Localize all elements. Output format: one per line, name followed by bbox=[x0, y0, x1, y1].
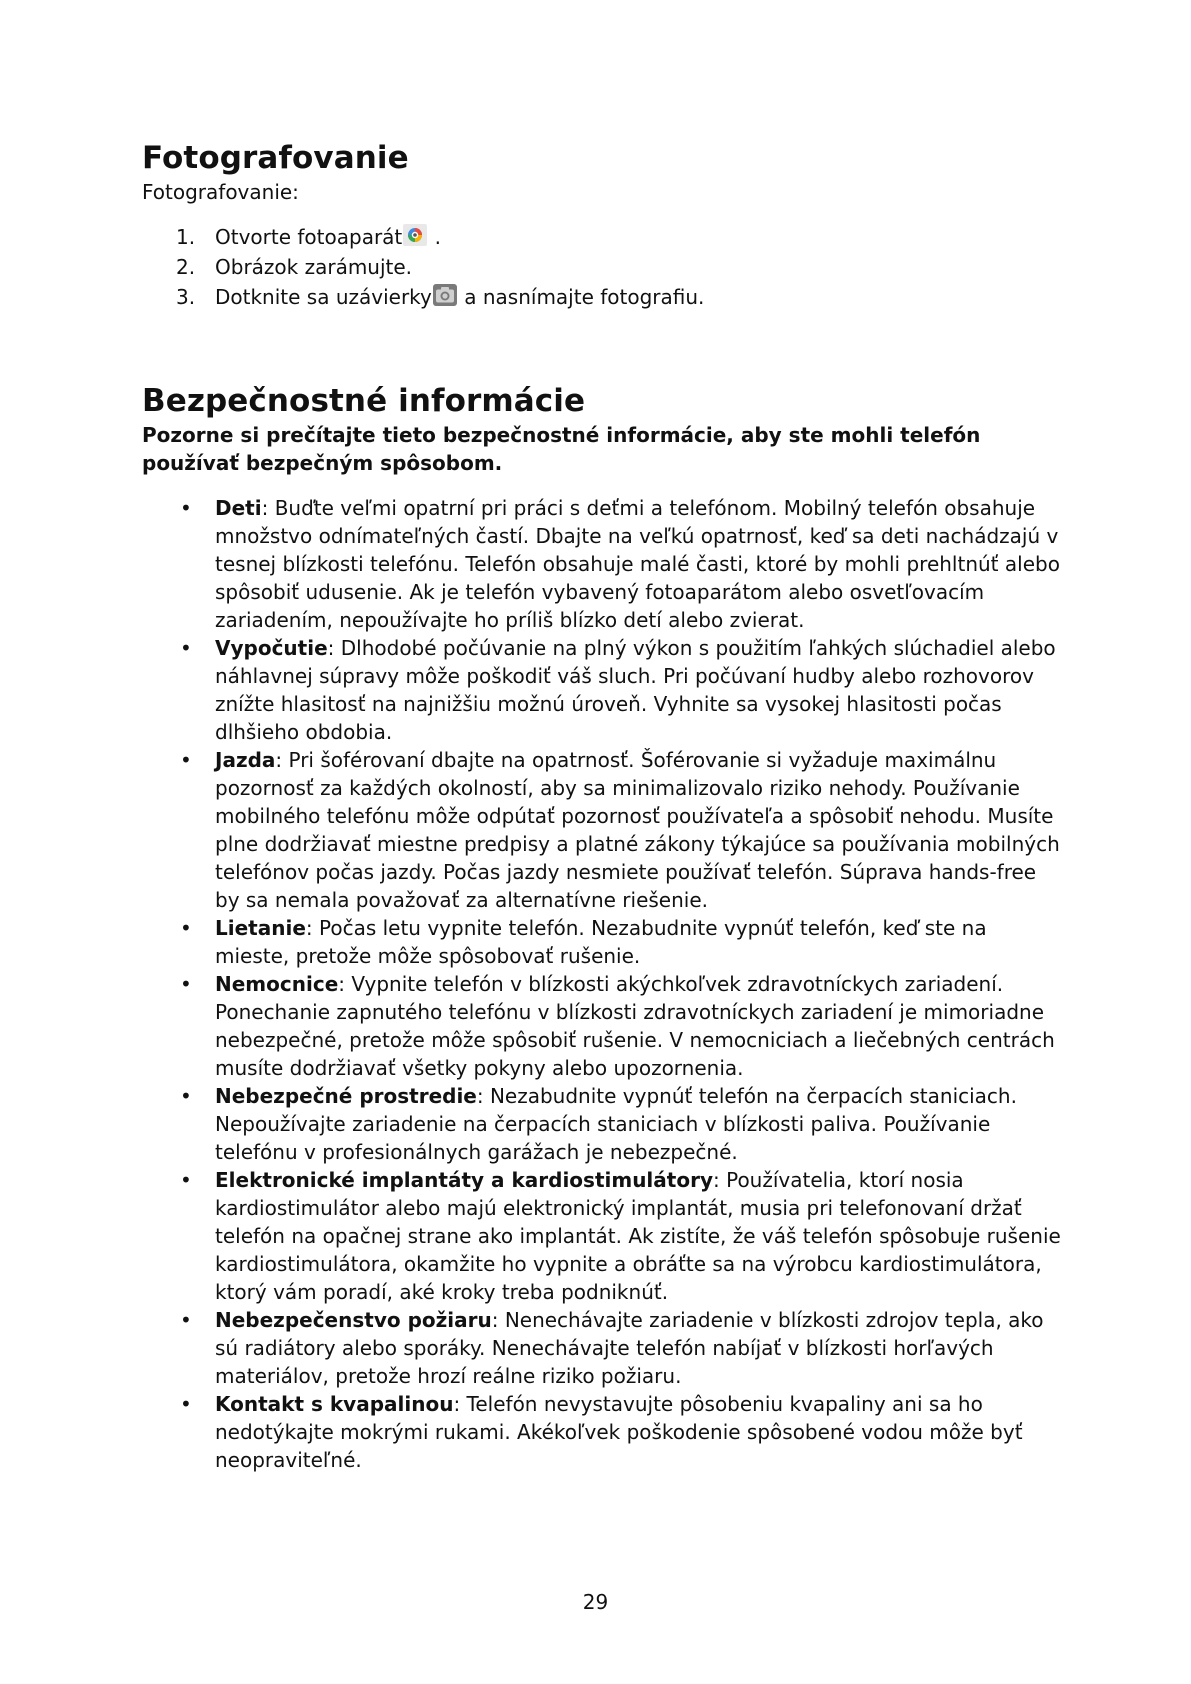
step-number: 3. bbox=[176, 285, 196, 309]
list-item bbox=[142, 1082, 1062, 1166]
bullet: • bbox=[180, 1392, 192, 1416]
list-item bbox=[142, 634, 1062, 746]
page-number: 29 bbox=[582, 1590, 609, 1614]
section-bezpecnostne-informacie bbox=[142, 383, 1062, 1474]
bullet: • bbox=[180, 972, 192, 996]
camera-app-icon bbox=[402, 223, 428, 247]
list-item bbox=[142, 282, 1062, 312]
item-text: : Vypnite telefón v blízkosti akýchkoľvek zdravotníckych zariadení. Ponechanie zapnutého telefónu v blízkosti zdravotníckych zariadení je mimoriadne nebezpečné, pretože môže spôsobiť rušenie. V nemocniciach a liečebných centrách musíte dodržiavať všetky pokyny alebo upozornenia. bbox=[215, 972, 1055, 1080]
item-text: : Telefón nevystavujte pôsobeniu kvapaliny ani sa ho nedotýkajte mokrými rukami. Akékoľvek poškodenie spôsobené vodou môže byť neopraviteľné. bbox=[215, 1392, 1023, 1472]
list-item bbox=[142, 1306, 1062, 1390]
bullet: • bbox=[180, 496, 192, 520]
list-item bbox=[142, 222, 1062, 252]
list-item bbox=[142, 746, 1062, 914]
bullet: • bbox=[180, 916, 192, 940]
item-term: Vypočutie bbox=[215, 636, 328, 660]
bullet: • bbox=[180, 1084, 192, 1108]
item-term: Elektronické implantáty a kardiostimulátory bbox=[215, 1168, 713, 1192]
step-text-tail: . bbox=[428, 225, 441, 249]
item-term: Lietanie bbox=[215, 916, 306, 940]
list-item bbox=[142, 970, 1062, 1082]
item-term: Jazda bbox=[215, 748, 276, 772]
document-page bbox=[142, 140, 1062, 1474]
item-text: : Buďte veľmi opatrní pri práci s deťmi a telefónom. Mobilný telefón obsahuje množstvo odnímateľných častí. Dbajte na veľkú opatrnosť, keď sa deti nachádzajú v tesnej blízkosti telefónu. Telefón obsahuje malé časti, ktoré by mohli prehltnúť alebo spôsobiť udusenie. Ak je telefón vybavený fotoaparátom alebo osvetľovacím zariadením, nepoužívajte ho príliš blízko detí alebo zvierat. bbox=[215, 496, 1060, 632]
item-text: : Pri šoférovaní dbajte na opatrnosť. Šoférovanie si vyžaduje maximálnu pozornosť za každých okolností, aby sa minimalizovalo riziko nehody. Používanie mobilného telefónu môže odpútať pozornosť používateľa a spôsobiť nehodu. Musíte plne dodržiavať miestne predpisy a platné zákony týkajúce sa používania mobilných telefónov počas jazdy. Počas jazdy nesmiete používať telefón. Súprava hands-free by sa nemala považovať za alternatívne riešenie. bbox=[215, 748, 1060, 912]
step-text: Otvorte fotoaparát bbox=[215, 225, 403, 249]
step-number: 2. bbox=[176, 255, 196, 279]
bullet: • bbox=[180, 1168, 192, 1192]
item-text: : Používatelia, ktorí nosia kardiostimulátor alebo majú elektronický implantát, musia pri telefonovaní držať telefón na opačnej strane ako implantát. Ak zistíte, že váš telefón spôsobuje rušenie kardiostimulátora, okamžite ho vypnite a obráťte sa na výrobcu kardiostimulátora, ktorý vám poradí, aké kroky treba podniknúť. bbox=[215, 1168, 1061, 1304]
section-lead: Pozorne si prečítajte tieto bezpečnostné informácie, aby ste mohli telefón používať bezpečným spôsobom. bbox=[142, 423, 981, 475]
list-item bbox=[142, 1390, 1062, 1474]
list-item bbox=[142, 494, 1062, 634]
step-text: Obrázok zarámujte. bbox=[215, 255, 413, 279]
item-term: Nebezpečenstvo požiaru bbox=[215, 1308, 492, 1332]
section-title: Fotografovanie bbox=[142, 140, 409, 176]
bullet: • bbox=[180, 748, 192, 772]
list-item bbox=[142, 252, 1062, 282]
section-title: Bezpečnostné informácie bbox=[142, 383, 586, 419]
item-text: : Dlhodobé počúvanie na plný výkon s použitím ľahkých slúchadiel alebo náhlavnej súpravy môže poškodiť váš sluch. Pri počúvaní hudby alebo rozhovorov znížte hlasitosť na najnižšiu možnú úroveň. Vyhnite sa vysokej hlasitosti počas dlhšieho obdobia. bbox=[215, 636, 1056, 744]
item-text: : Počas letu vypnite telefón. Nezabudnite vypnúť telefón, keď ste na mieste, pretože môže spôsobovať rušenie. bbox=[215, 916, 987, 968]
bullet: • bbox=[180, 636, 192, 660]
bullet: • bbox=[180, 1308, 192, 1332]
item-text: : Nezabudnite vypnúť telefón na čerpacích staniciach. Nepoužívajte zariadenie na čerpacích staniciach v blízkosti paliva. Používanie telefónu v profesionálnych garážach je nebezpečné. bbox=[215, 1084, 1017, 1164]
step-number: 1. bbox=[176, 225, 196, 249]
item-term: Kontakt s kvapalinou bbox=[215, 1392, 454, 1416]
step-text: Dotknite sa uzávierky bbox=[215, 285, 432, 309]
item-term: Nebezpečné prostredie bbox=[215, 1084, 477, 1108]
list-item bbox=[142, 914, 1062, 970]
step-text-tail: a nasnímajte fotografiu. bbox=[457, 285, 705, 309]
item-text: : Nenechávajte zariadenie v blízkosti zdrojov tepla, ako sú radiátory alebo sporáky. Nenechávajte telefón nabíjať v blízkosti horľavých materiálov, pretože hrozí reálne riziko požiaru. bbox=[215, 1308, 1044, 1388]
section-fotografovanie bbox=[142, 140, 1062, 312]
list-item bbox=[142, 1166, 1062, 1306]
safety-list bbox=[142, 494, 1062, 1474]
steps-list bbox=[142, 222, 1062, 312]
item-term: Deti bbox=[215, 496, 262, 520]
section-intro: Fotografovanie: bbox=[142, 180, 299, 204]
shutter-icon bbox=[432, 283, 458, 307]
item-term: Nemocnice bbox=[215, 972, 339, 996]
